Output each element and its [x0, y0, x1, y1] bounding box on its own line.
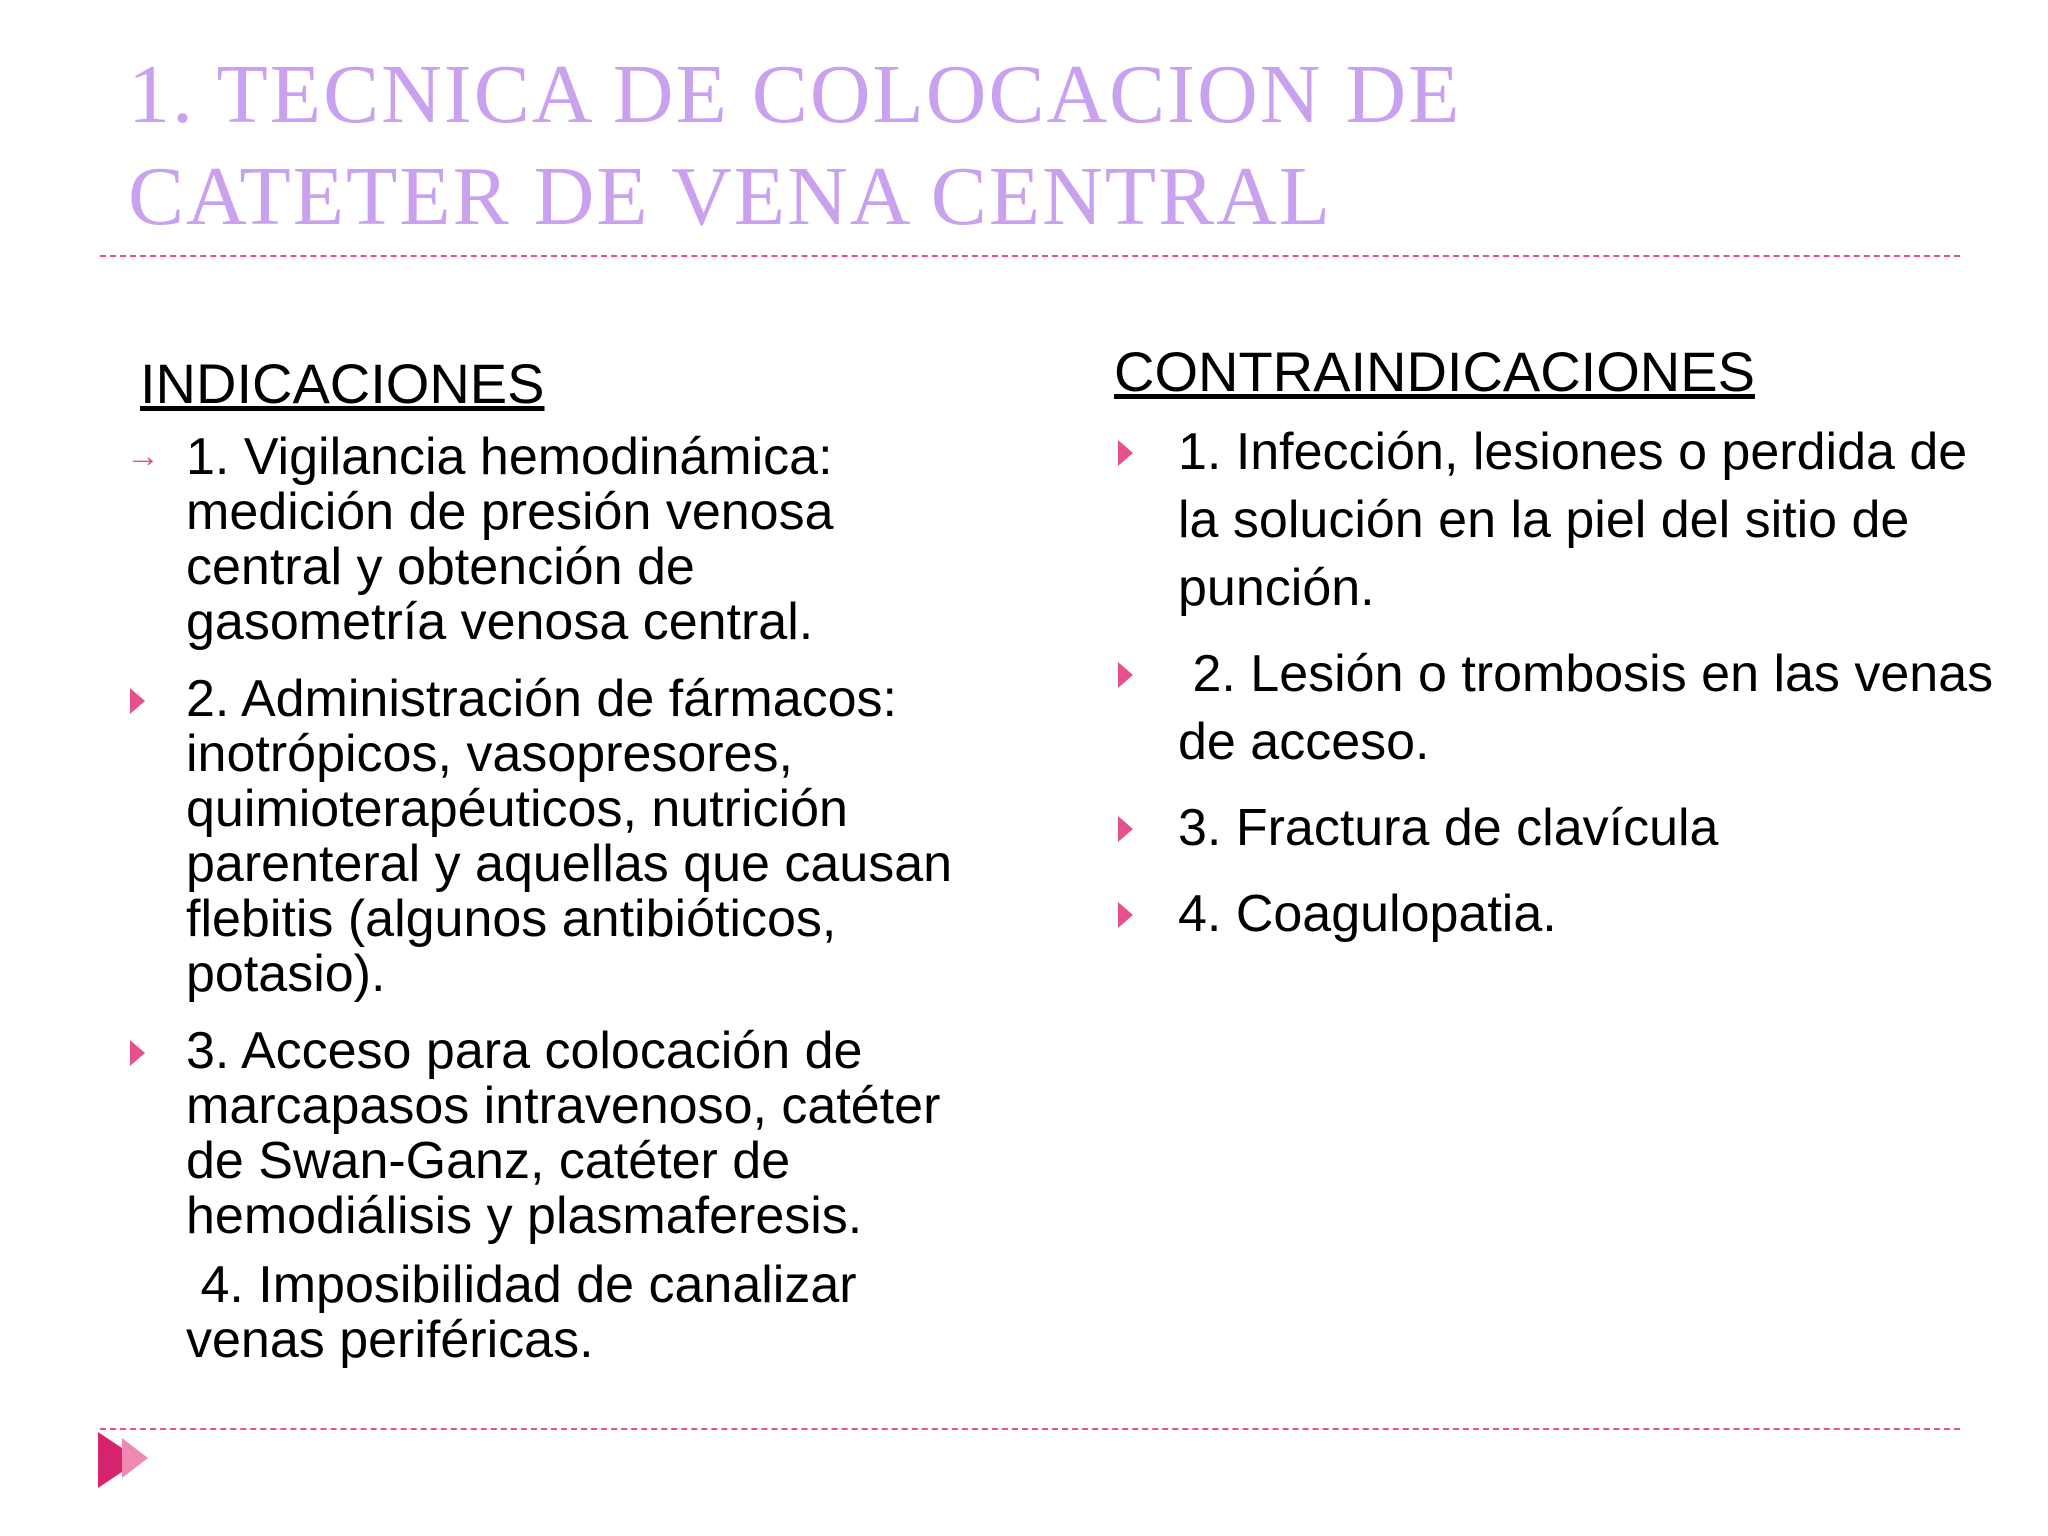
bottom-dashed-divider: [100, 1428, 1960, 1430]
indicaciones-heading: INDICACIONES: [140, 352, 545, 415]
list-item: [140, 672, 960, 1002]
list-item-text: 4. Coagulopatia.: [1178, 885, 1557, 943]
list-item: [1114, 880, 2014, 948]
contraindicaciones-heading: CONTRAINDICACIONES: [1114, 340, 1755, 403]
top-dashed-divider: [100, 255, 1960, 257]
triangle-bullet-icon: [130, 688, 145, 714]
list-item: [140, 1258, 960, 1368]
triangle-bullet-icon: [1118, 902, 1133, 928]
list-item: [1114, 640, 2014, 776]
triangle-bullet-icon: [1118, 662, 1133, 688]
contraindicaciones-list: [1114, 418, 2014, 948]
indicaciones-column: [126, 352, 960, 1390]
list-item-text: 3. Acceso para colocación de marcapasos intravenoso, catéter de Swan-Ganz, catéter de hemodiálisis y plasmaferesis.: [186, 1022, 941, 1245]
corner-triangle-highlight-icon: [122, 1438, 148, 1478]
slide-title-line-1: 1. TECNICA DE COLOCACION DE: [128, 48, 1462, 141]
list-item: [140, 1024, 960, 1244]
slide-title-line-2: CATETER DE VENA CENTRAL: [128, 150, 1333, 243]
list-item-text: 1. Vigilancia hemodinámica: medición de presión venosa central y obtención de gasometría venosa central.: [186, 428, 834, 651]
arrow-right-icon: →: [126, 437, 160, 475]
slide-title: [128, 44, 1828, 248]
triangle-bullet-icon: [1118, 816, 1133, 842]
list-item-text: 4. Imposibilidad de canalizar venas periféricas.: [186, 1256, 872, 1369]
list-item-text: 3. Fractura de clavícula: [1178, 799, 1719, 857]
list-item-text: 2. Lesión o trombosis en las venas de acceso.: [1178, 645, 2008, 771]
list-item: [126, 428, 960, 651]
list-item-text: 2. Administración de fármacos: inotrópicos, vasopresores, quimioterapéuticos, nutrición parenteral y aquellas que causan flebitis (algunos antibióticos, potasio).: [186, 670, 953, 1003]
list-item: [1114, 418, 2014, 622]
contraindicaciones-column: [1114, 340, 2014, 966]
list-item: [1114, 794, 2014, 862]
triangle-bullet-icon: [1118, 440, 1133, 466]
indicaciones-list: [126, 428, 960, 1369]
list-item-text: 1. Infección, lesiones o perdida de la solución en la piel del sitio de punción.: [1178, 423, 1968, 617]
triangle-bullet-icon: [130, 1040, 145, 1066]
